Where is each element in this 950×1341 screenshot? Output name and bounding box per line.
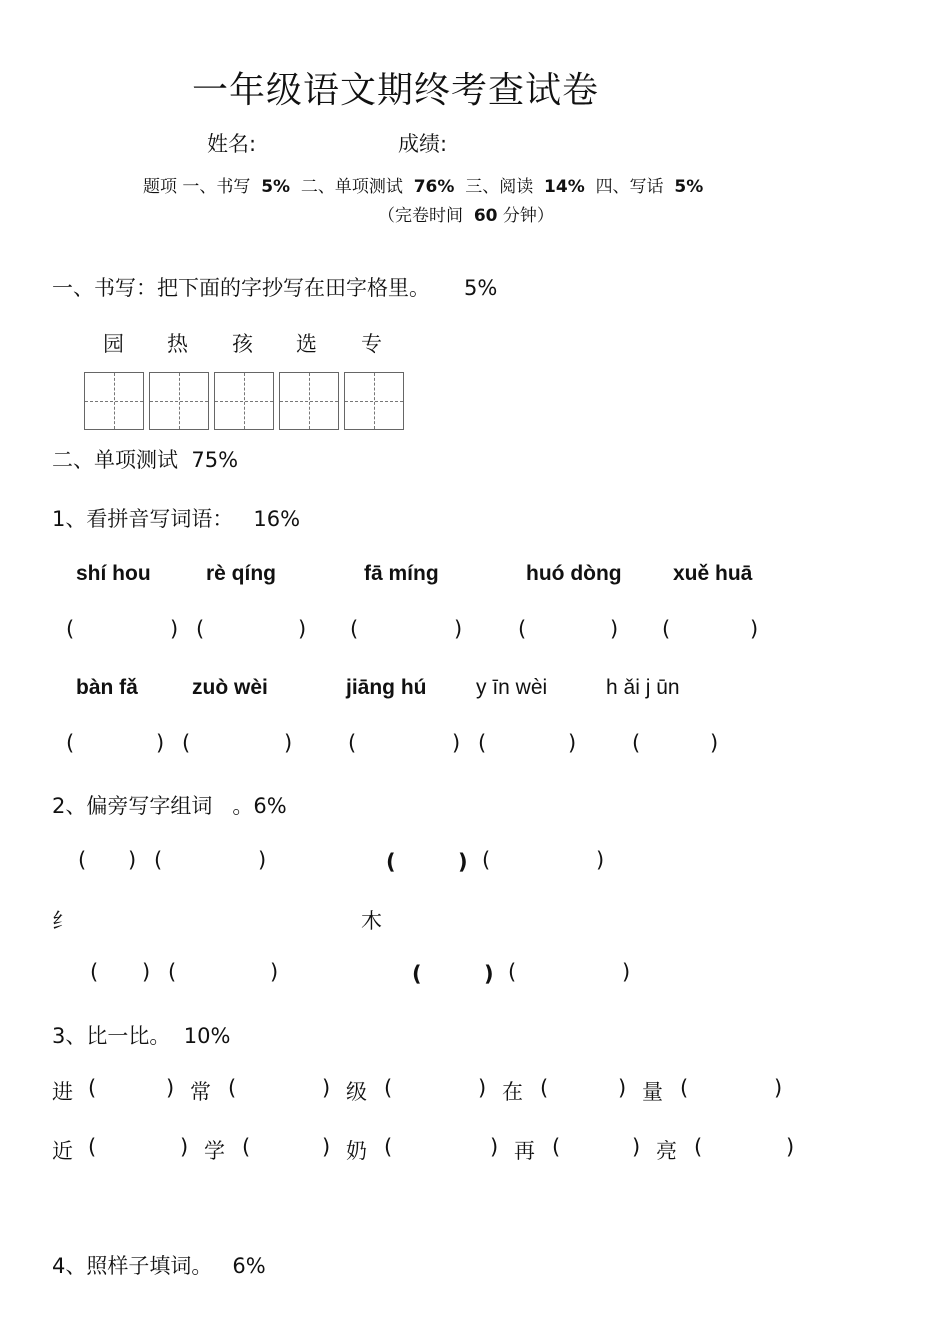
answer-blank[interactable]: ) bbox=[632, 1135, 641, 1159]
answer-blank[interactable]: ) bbox=[284, 731, 293, 755]
answer-blank[interactable]: ( bbox=[348, 731, 357, 755]
score-label: 成绩: bbox=[398, 132, 448, 156]
answer-blank[interactable]: ( bbox=[182, 731, 191, 755]
time-limit-post: 分钟） bbox=[502, 206, 554, 226]
summary-percent: 5% bbox=[261, 177, 291, 197]
answer-blank[interactable]: ) bbox=[596, 848, 605, 872]
answer-blank[interactable]: ) bbox=[156, 731, 165, 755]
summary-item: 四、写话 bbox=[595, 177, 664, 197]
q3-percent: 10% bbox=[183, 1024, 231, 1048]
copy-char: 专 bbox=[361, 332, 382, 356]
q4-title: 4、照样子填词。 bbox=[52, 1254, 213, 1278]
answer-blank[interactable]: ) bbox=[170, 617, 179, 641]
q4-percent: 6% bbox=[232, 1254, 266, 1278]
pinyin: fā míng bbox=[364, 562, 439, 585]
answer-blank[interactable]: ( bbox=[88, 1135, 97, 1159]
pinyin: shí hou bbox=[76, 562, 151, 585]
answer-blank[interactable]: ( bbox=[90, 960, 99, 984]
pinyin: rè qíng bbox=[206, 562, 277, 585]
section1-heading bbox=[52, 272, 497, 302]
answer-blank[interactable]: ) bbox=[298, 617, 307, 641]
name-label: 姓名: bbox=[207, 132, 257, 156]
answer-blank[interactable]: ) bbox=[750, 617, 759, 641]
answer-blank[interactable]: ( bbox=[632, 731, 641, 755]
answer-blank[interactable]: ( bbox=[386, 850, 396, 874]
answer-blank[interactable]: ( bbox=[88, 1076, 97, 1100]
copy-char: 园 bbox=[103, 332, 124, 356]
answer-blank[interactable]: ( bbox=[78, 848, 87, 872]
answer-blank[interactable]: ) bbox=[258, 848, 267, 872]
compare-char: 奶 bbox=[346, 1139, 367, 1163]
pinyin: jiāng hú bbox=[346, 676, 427, 699]
compare-char: 量 bbox=[642, 1080, 663, 1104]
summary-item: 题项 一、书写 bbox=[143, 177, 251, 197]
answer-blank[interactable]: ( bbox=[478, 731, 487, 755]
answer-blank[interactable]: ( bbox=[228, 1076, 237, 1100]
section1-percent: 5% bbox=[464, 276, 498, 300]
answer-blank[interactable]: ) bbox=[484, 962, 494, 986]
answer-blank[interactable]: ( bbox=[196, 617, 205, 641]
summary-percent: 14% bbox=[544, 177, 585, 197]
tianzige-cell[interactable] bbox=[84, 372, 144, 430]
compare-char: 进 bbox=[52, 1080, 73, 1104]
summary-item: 三、阅读 bbox=[465, 177, 534, 197]
copy-char: 热 bbox=[167, 332, 188, 356]
compare-char: 常 bbox=[190, 1080, 211, 1104]
time-limit bbox=[378, 201, 554, 226]
answer-blank[interactable]: ) bbox=[166, 1076, 175, 1100]
copy-char: 选 bbox=[296, 332, 317, 356]
summary-percent: 76% bbox=[413, 177, 455, 197]
answer-blank[interactable]: ( bbox=[154, 848, 163, 872]
section1-title: 一、书写：把下面的字抄写在田字格里。 bbox=[52, 276, 430, 300]
tianzige-cell[interactable] bbox=[149, 372, 209, 430]
pinyin: xuě huā bbox=[673, 562, 753, 585]
answer-blank[interactable]: ) bbox=[458, 850, 468, 874]
score-summary bbox=[143, 172, 703, 197]
section2-heading bbox=[52, 444, 238, 474]
answer-blank[interactable]: ) bbox=[180, 1135, 189, 1159]
answer-blank[interactable]: ( bbox=[168, 960, 177, 984]
pinyin: bàn fǎ bbox=[76, 676, 138, 699]
answer-blank[interactable]: ( bbox=[552, 1135, 561, 1159]
q1-title: 1、看拼音写词语： bbox=[52, 507, 234, 531]
answer-blank[interactable]: ( bbox=[384, 1076, 393, 1100]
answer-blank[interactable]: ( bbox=[66, 617, 75, 641]
compare-char: 级 bbox=[346, 1080, 367, 1104]
answer-blank[interactable]: ) bbox=[454, 617, 463, 641]
q2-title: 2、偏旁写字组词 bbox=[52, 794, 213, 818]
answer-blank[interactable]: ( bbox=[242, 1135, 251, 1159]
answer-blank[interactable]: ) bbox=[490, 1135, 499, 1159]
q2-heading bbox=[52, 790, 287, 820]
tianzige-cell[interactable] bbox=[344, 372, 404, 430]
answer-blank[interactable]: ( bbox=[66, 731, 75, 755]
pinyin: h ǎi j ūn bbox=[606, 676, 680, 699]
tianzige-cell[interactable] bbox=[214, 372, 274, 430]
answer-blank[interactable]: ) bbox=[622, 960, 631, 984]
q1-percent: 16% bbox=[253, 507, 301, 531]
answer-blank[interactable]: ) bbox=[478, 1076, 487, 1100]
time-limit-pre: （完卷时间 bbox=[378, 206, 463, 226]
compare-char: 学 bbox=[204, 1139, 225, 1163]
answer-blank[interactable]: ) bbox=[710, 731, 719, 755]
summary-percent: 5% bbox=[674, 177, 704, 197]
summary-item: 二、单项测试 bbox=[300, 177, 403, 197]
radical: 木 bbox=[361, 909, 382, 933]
answer-blank[interactable]: ) bbox=[786, 1135, 795, 1159]
answer-blank[interactable]: ) bbox=[610, 617, 619, 641]
compare-char: 再 bbox=[514, 1139, 535, 1163]
answer-blank[interactable]: ) bbox=[322, 1135, 331, 1159]
tianzige-grid bbox=[84, 372, 404, 430]
time-limit-number: 60 bbox=[473, 206, 498, 226]
answer-blank[interactable]: ) bbox=[128, 848, 137, 872]
answer-blank[interactable]: ) bbox=[322, 1076, 331, 1100]
tianzige-cell[interactable] bbox=[279, 372, 339, 430]
answer-blank[interactable]: ( bbox=[540, 1076, 549, 1100]
pinyin: zuò wèi bbox=[192, 676, 268, 699]
answer-blank[interactable]: ( bbox=[680, 1076, 689, 1100]
q2-percent: 。6% bbox=[232, 794, 287, 818]
answer-blank[interactable]: ) bbox=[774, 1076, 783, 1100]
answer-blank[interactable]: ( bbox=[508, 960, 517, 984]
answer-blank[interactable]: ) bbox=[142, 960, 151, 984]
answer-blank[interactable]: ) bbox=[452, 731, 461, 755]
answer-blank[interactable]: ( bbox=[694, 1135, 703, 1159]
pinyin: huó dòng bbox=[526, 562, 622, 585]
pinyin: y īn wèi bbox=[476, 676, 548, 699]
answer-blank[interactable]: ) bbox=[568, 731, 577, 755]
answer-blank[interactable]: ( bbox=[350, 617, 359, 641]
answer-blank[interactable]: ( bbox=[482, 848, 491, 872]
section2-title: 二、单项测试 bbox=[52, 448, 178, 472]
answer-blank[interactable]: ( bbox=[662, 617, 671, 641]
q3-heading bbox=[52, 1020, 230, 1050]
compare-char: 在 bbox=[502, 1080, 523, 1104]
answer-blank[interactable]: ( bbox=[384, 1135, 393, 1159]
answer-blank[interactable]: ) bbox=[618, 1076, 627, 1100]
radical: 纟 bbox=[52, 909, 73, 933]
answer-blank[interactable]: ( bbox=[518, 617, 527, 641]
q3-title: 3、比一比。 bbox=[52, 1024, 171, 1048]
compare-char: 亮 bbox=[656, 1139, 677, 1163]
page-title: 一年级语文期终考查试卷 bbox=[192, 70, 600, 111]
q4-heading bbox=[52, 1250, 266, 1280]
compare-char: 近 bbox=[52, 1139, 73, 1163]
copy-char: 孩 bbox=[232, 332, 253, 356]
section2-percent: 75% bbox=[191, 448, 239, 472]
q1-heading bbox=[52, 503, 300, 533]
answer-blank[interactable]: ) bbox=[270, 960, 279, 984]
answer-blank[interactable]: ( bbox=[412, 962, 422, 986]
